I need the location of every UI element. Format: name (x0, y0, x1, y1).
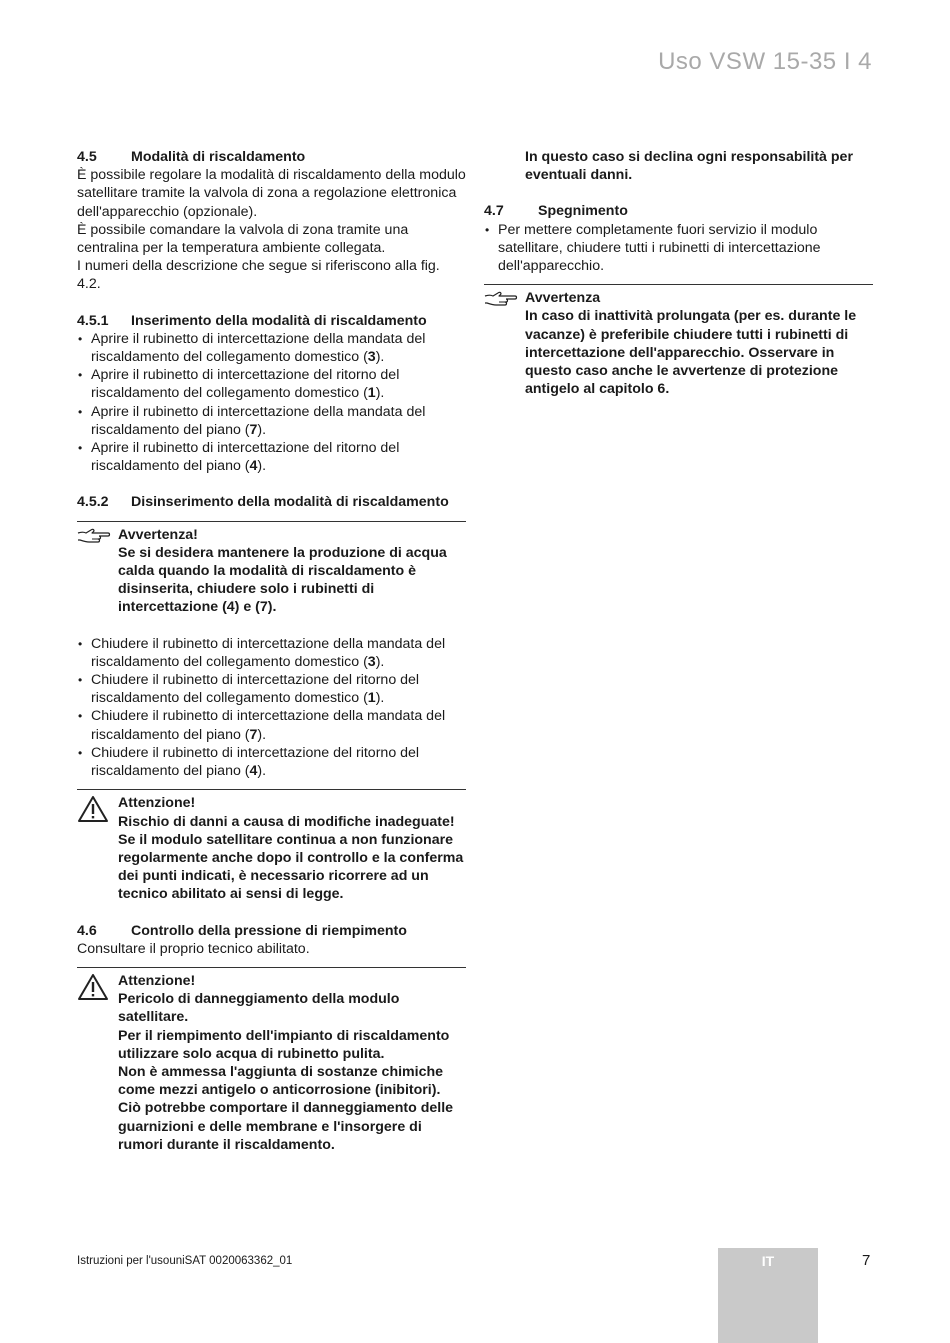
footer-document-id: Istruzioni per l'usouniSAT 0020063362_01 (77, 1255, 293, 1267)
warning-text: Per il riempimento dell'impianto di riscaldamento utilizzare solo acqua di rubinetto pulita. (118, 1027, 450, 1062)
warning-box (77, 967, 466, 1154)
right-column (484, 148, 873, 398)
warning-triangle-icon (77, 794, 118, 903)
section-heading-4-6 (77, 922, 466, 940)
list-item: • Aprire il rubinetto di intercettazione della mandata del riscaldamento del collegamento domestico (3). (77, 330, 466, 366)
section-heading-4-5 (77, 148, 466, 166)
note-box (77, 521, 466, 617)
warning-title: Attenzione! (118, 972, 196, 989)
section-heading-4-5-1 (77, 312, 466, 330)
list-item: • Chiudere il rubinetto di intercettazione del ritorno del riscaldamento del piano (4). (77, 744, 466, 780)
section-title: Controllo della pressione di riempimento (131, 922, 407, 939)
bullet-list (77, 635, 466, 781)
list-item: • Aprire il rubinetto di intercettazione della mandata del riscaldamento del piano (7). (77, 403, 466, 439)
bullet-list (77, 330, 466, 476)
section-number: 4.5.1 (77, 312, 109, 329)
list-item: • Chiudere il rubinetto di intercettazione della mandata del riscaldamento del piano (7). (77, 707, 466, 743)
warning-text: Se il modulo satellitare continua a non funzionare regolarmente anche dopo il controllo e la conferma dei punti indicati, è necessario ricorrere ad un tecnico abilitato ai sensi di legge. (118, 831, 464, 903)
list-item: • Aprire il rubinetto di intercettazione del ritorno del riscaldamento del piano (4). (77, 439, 466, 475)
continued-warning-text: In questo caso si declina ogni responsabilità per eventuali danni. (525, 149, 853, 184)
language-label: IT (761, 1253, 775, 1269)
warning-text: Ciò potrebbe comportare il danneggiamento delle guarnizioni e delle membrane e l'insorgere di rumori durante il riscaldamento. (118, 1100, 454, 1153)
section-number: 4.5 (77, 149, 97, 165)
warning-text: Non è ammessa l'aggiunta di sostanze chimiche come mezzi antigelo o anticorrosione (inibitori). (118, 1063, 444, 1099)
note-title: Avvertenza! (118, 526, 198, 543)
section-title: Spegnimento (538, 203, 628, 220)
section-heading-4-7 (484, 202, 873, 220)
list-item: • Chiudere il rubinetto di intercettazione del ritorno del riscaldamento del collegamento domestico (1). (77, 671, 466, 707)
list-item: • Aprire il rubinetto di intercettazione del ritorno del riscaldamento del collegamento domestico (1). (77, 366, 466, 402)
section-number: 4.5.2 (77, 494, 109, 511)
bullet-list (484, 221, 873, 276)
note-text: In caso di inattività prolungata (per es. durante le vacanze) è preferibile chiudere tutti i rubinetti di intercettazione dell'apparecchio. Osservare in questo caso anche le avvertenze di protezione antigelo al capitolo 6. (525, 308, 857, 398)
warning-title: Attenzione! (118, 795, 196, 812)
section-heading-4-5-2 (77, 493, 466, 511)
paragraph: È possibile comandare la valvola di zona tramite una centralina per la temperatura ambiente collegata. (77, 221, 409, 257)
pointing-hand-icon (77, 526, 118, 617)
left-column (77, 148, 466, 1154)
section-number: 4.6 (77, 922, 97, 939)
paragraph: I numeri della descrizione che segue si riferiscono alla fig. 4.2. (77, 258, 440, 293)
list-item: • Chiudere il rubinetto di intercettazione della mandata del riscaldamento del collegamento domestico (3). (77, 635, 466, 671)
note-box (484, 284, 873, 398)
section-title: Inserimento della modalità di riscaldamento (131, 312, 427, 329)
paragraph: È possibile regolare la modalità di riscaldamento della modulo satellitare tramite la valvola di zona a regolazione elettronica dell'apparecchio (opzionale). (77, 167, 466, 220)
paragraph: Consultare il proprio tecnico abilitato. (77, 940, 310, 957)
warning-box (77, 789, 466, 903)
page-number: 7 (862, 1252, 871, 1269)
warning-subtitle: Rischio di danni a causa di modifiche inadeguate! (118, 813, 455, 830)
language-tab (718, 1248, 818, 1343)
section-title: Disinserimento della modalità di riscaldamento (131, 494, 449, 511)
pointing-hand-icon (484, 289, 525, 398)
page-header-title: Uso VSW 15-35 I 4 (658, 48, 872, 75)
section-number: 4.7 (484, 203, 504, 220)
note-text: Se si desidera mantenere la produzione di acqua calda quando la modalità di riscaldamento è disinserita, chiudere solo i rubinetti di intercettazione (4) e (7). (118, 544, 447, 616)
warning-triangle-icon (77, 972, 118, 1154)
section-title: Modalità di riscaldamento (131, 149, 306, 165)
note-title: Avvertenza (525, 290, 601, 307)
warning-subtitle: Pericolo di danneggiamento della modulo satellitare. (118, 991, 400, 1026)
list-item: • Per mettere completamente fuori servizio il modulo satellitare, chiudere tutti i rubinetti di intercettazione dell'apparecchio. (484, 221, 873, 276)
